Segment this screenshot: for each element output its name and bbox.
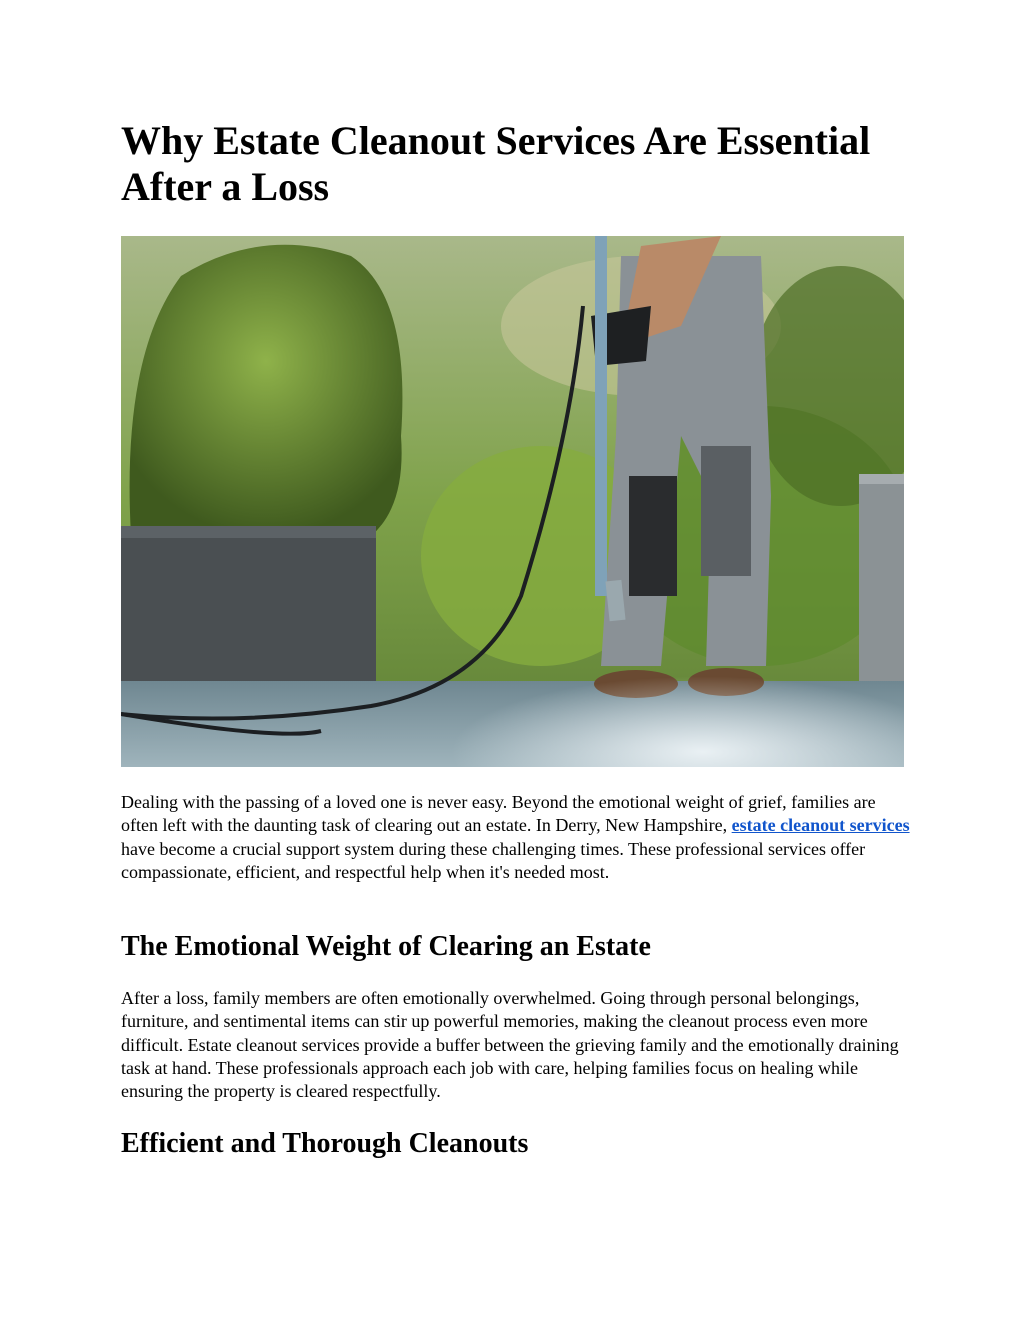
- intro-paragraph: [121, 791, 911, 884]
- intro-text-after: have become a crucial support system during these challenging times. These professional services offer compassionate, efficient, and respectful help when it's needed most.: [121, 838, 866, 882]
- estate-cleanout-link[interactable]: estate cleanout services: [731, 815, 910, 836]
- intro-text-before: Dealing with the passing of a loved one is never easy. Beyond the emotional weight of grief, families are often left with the daunting task of clearing out an estate. In Derry, New Hampshire,: [121, 792, 876, 836]
- article-photo: [121, 236, 904, 767]
- section-paragraph-emotional-weight: After a loss, family members are often emotionally overwhelmed. Going through personal belongings, furniture, and sentimental items can stir up powerful memories, making the cleanout process even more difficult. Estate cleanout services provide a buffer between the grieving family and the emotionally draining task at hand. These professionals approach each job with care, helping families focus on healing while ensuring the property is cleared respectfully.: [121, 988, 899, 1102]
- section-heading-efficient-cleanouts: Efficient and Thorough Cleanouts: [121, 1128, 529, 1159]
- article-title: Why Estate Cleanout Services Are Essential After a Loss: [121, 118, 871, 209]
- section-heading-emotional-weight: The Emotional Weight of Clearing an Estate: [121, 931, 651, 962]
- pressure-washing-photo: [121, 236, 904, 767]
